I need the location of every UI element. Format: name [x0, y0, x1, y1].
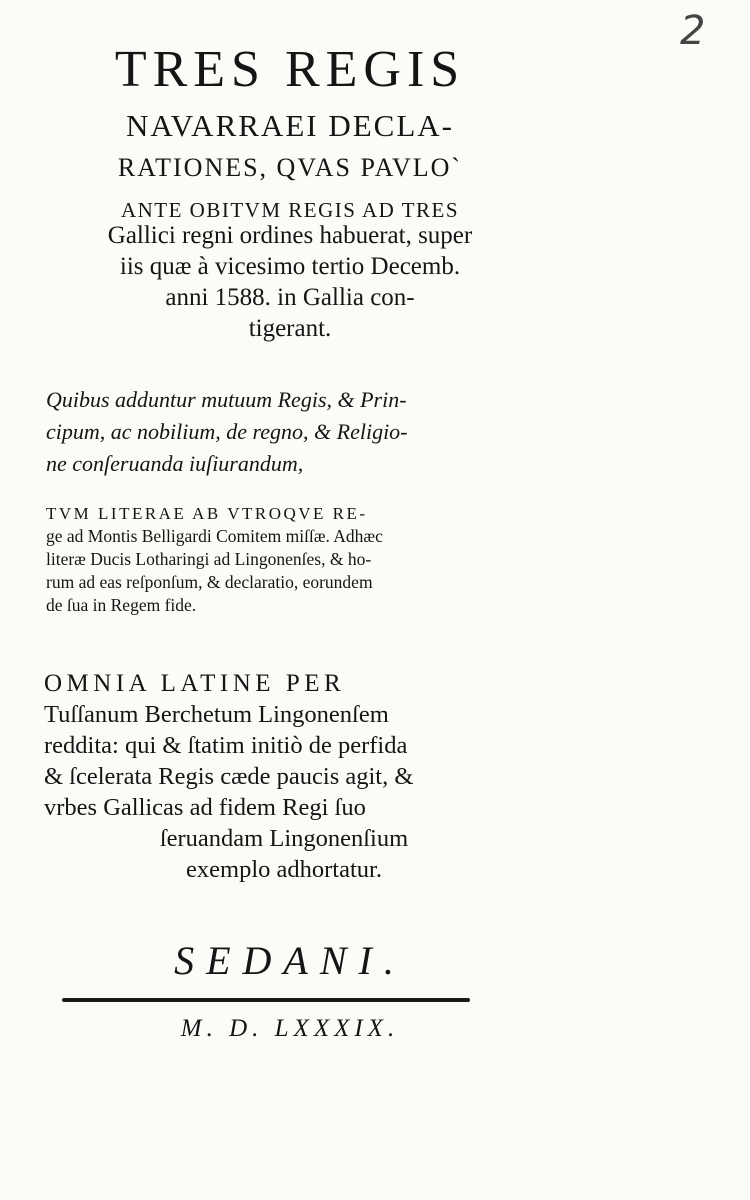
title-lines-5-8	[40, 220, 540, 344]
title-text-8: tigerant.	[248, 315, 332, 342]
subtitle-paragraph	[46, 384, 546, 480]
title-line-1	[40, 40, 540, 100]
title-line-2	[40, 106, 540, 146]
translation-paragraph	[44, 668, 524, 885]
title-text-7: anni 1588. in Gallia con-	[165, 284, 415, 311]
translation-line-7: exemplo adhortatur.	[186, 856, 382, 883]
title-text-4: ANTE OBITVM REGIS AD TRES	[120, 198, 460, 222]
translation-line-5: vrbes Gallicas ad fidem Regi ſuo	[44, 794, 366, 821]
letters-line-5: de ſua in Regem fide.	[46, 595, 197, 615]
subtitle-line-2: cipum, ac nobilium, de regno, & Religio-	[46, 419, 408, 444]
title-line-3	[40, 150, 540, 186]
translation-caps-line: OMNIA LATINE PER	[44, 670, 346, 697]
letters-caps-line: TVM LITERAE AB VTROQVE RE-	[46, 504, 368, 523]
subtitle-line-1: Quibus adduntur mutuum Regis, & Prin-	[46, 387, 407, 412]
letters-line-2: ge ad Montis Belligardi Comitem miſſæ. Adhæc	[46, 526, 383, 546]
translation-line-6: ſeruandam Lingonenſium	[159, 825, 409, 852]
translation-line-3: reddita: qui & ſtatim initiò de perfida	[44, 732, 408, 759]
divider-rule	[62, 998, 470, 1002]
subtitle-line-3: ne conſeruanda iuſiurandum,	[46, 451, 304, 476]
title-text-2: NAVARRAEI DECLA-	[126, 108, 454, 143]
folio-number: 2	[680, 8, 706, 54]
imprint-year-text: M. D. LXXXIX.	[180, 1015, 400, 1042]
imprint-year	[40, 1012, 540, 1046]
imprint-place	[40, 936, 540, 986]
letters-line-4: rum ad eas reſponſum, & declaratio, eorundem	[46, 572, 373, 592]
title-text-3: RATIONES, QVAS PAVLO`	[117, 153, 463, 182]
title-text-5: Gallici regni ordines habuerat, super	[107, 222, 473, 249]
letters-paragraph	[46, 502, 516, 617]
translation-line-4: & ſcelerata Regis cæde paucis agit, &	[44, 763, 414, 790]
imprint-place-text: SEDANI.	[174, 938, 406, 983]
translation-line-2: Tuſſanum Berchetum Lingonenſem	[44, 701, 389, 728]
letters-line-3: literæ Ducis Lotharingi ad Lingonenſes, & ho-	[46, 549, 372, 569]
title-text-1: TRES REGIS	[114, 41, 466, 98]
title-text-6: iis quæ à vicesimo tertio Decemb.	[119, 253, 461, 280]
